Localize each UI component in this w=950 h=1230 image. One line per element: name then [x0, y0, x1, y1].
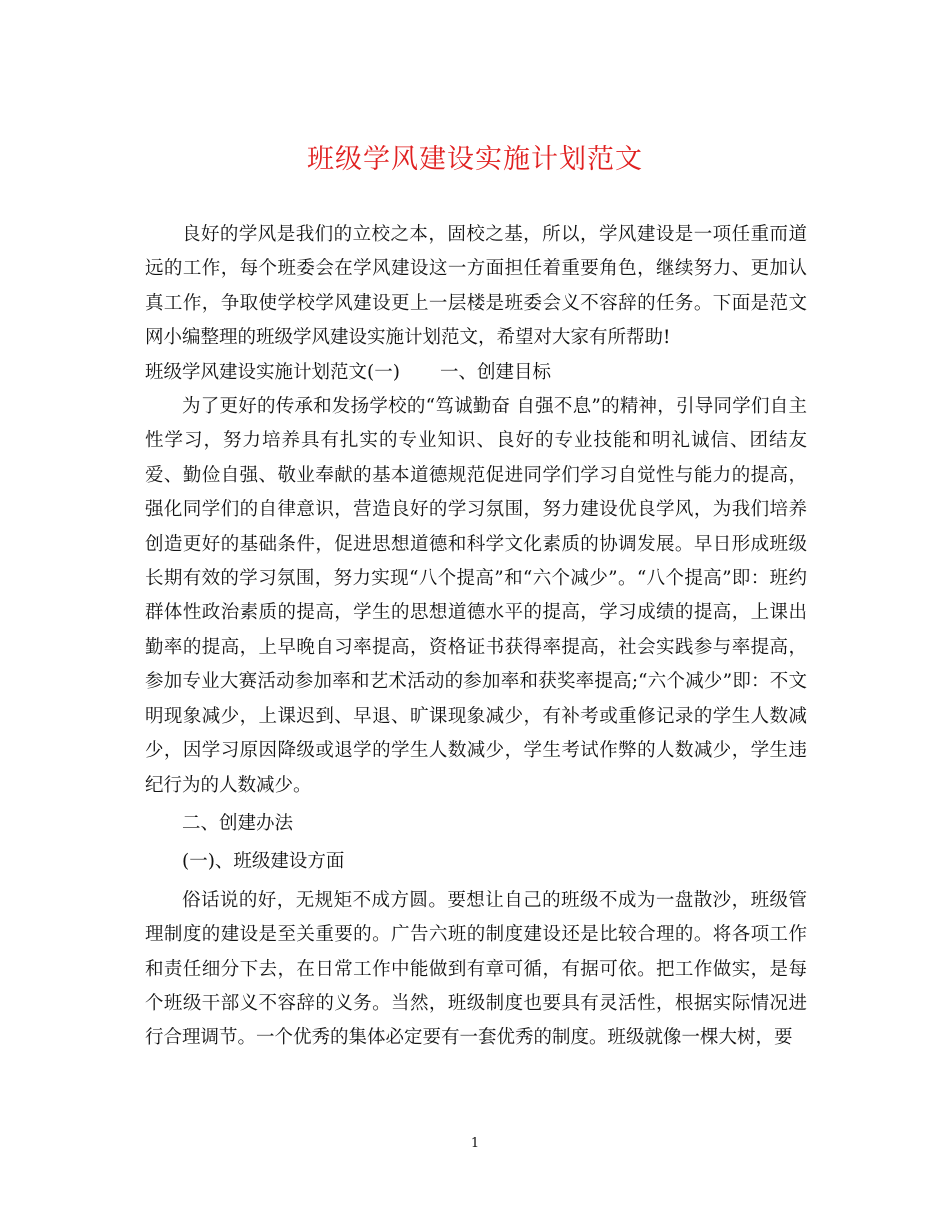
page-number: 1 — [470, 1136, 480, 1151]
goal-paragraph: 为了更好的传承和发扬学校的“笃诚勤奋 自强不息”的精神，引导同学们自主性学习，努力培养具有扎实的专业知识、良好的专业技能和明礼诚信、团结友爱、勤俭自强、敬业奉献的基本道德规范促进同学们学习自觉性与能力的提高，强化同学们的自律意识，营造良好的学习氛围，努力建设优良学风，为我们培养创造更好的基础条件，促进思想道德和科学文化素质的协调发展。早日形成班级长期有效的学习氛围，努力实现“八个提高”和“六个减少”。“八个提高”即：班约群体性政治素质的提高，学生的思想道德水平的提高，学习成绩的提高，上课出勤率的提高，上早晚自习率提高，资格证书获得率提高，社会实践参与率提高，参加专业大赛活动参加率和艺术活动的参加率和获奖率提高;“六个减少”即：不文明现象减少，上课迟到、早退、旷课现象减少，有补考或重修记录的学生人数减少，因学习原因降级或退学的学生人数减少，学生考试作弊的人数减少，学生违纪行为的人数减少。 — [145, 396, 807, 796]
section-heading-methods: 二、创建办法 — [182, 812, 294, 834]
section-title: 班级学风建设实施计划范文(一) — [145, 361, 400, 383]
class-paragraph: 俗话说的好，无规矩不成方圆。要想让自己的班级不成为一盘散沙，班级管理制度的建设是至关重要的。广告六班的制度建设还是比较合理的。将各项工作和责任细分下去，在日常工作中能做到有章可循，有据可依。把工作做实，是每个班级干部义不容辞的义务。当然，班级制度也要具有灵活性，根据实际情况进行合理调节。一个优秀的集体必定要有一套优秀的制度。班级就像一棵大树，要 — [145, 889, 807, 1049]
subsection-heading-class: (一)、班级建设方面 — [182, 851, 345, 873]
section-heading-goals: 一、创建目标 — [439, 361, 551, 383]
document-title: 班级学风建设实施计划范文 — [307, 144, 643, 175]
section-title-row — [145, 356, 807, 390]
intro-paragraph: 良好的学风是我们的立校之本，固校之基，所以，学风建设是一项任重而道远的工作，每个班委会在学风建设这一方面担任着重要角色，继续努力、更加认真工作，争取使学校学风建设更上一层楼是班委会义不容辞的任务。下面是范文网小编整理的班级学风建设实施计划范文，希望对大家有所帮助! — [145, 224, 807, 349]
document-body — [145, 218, 807, 1056]
